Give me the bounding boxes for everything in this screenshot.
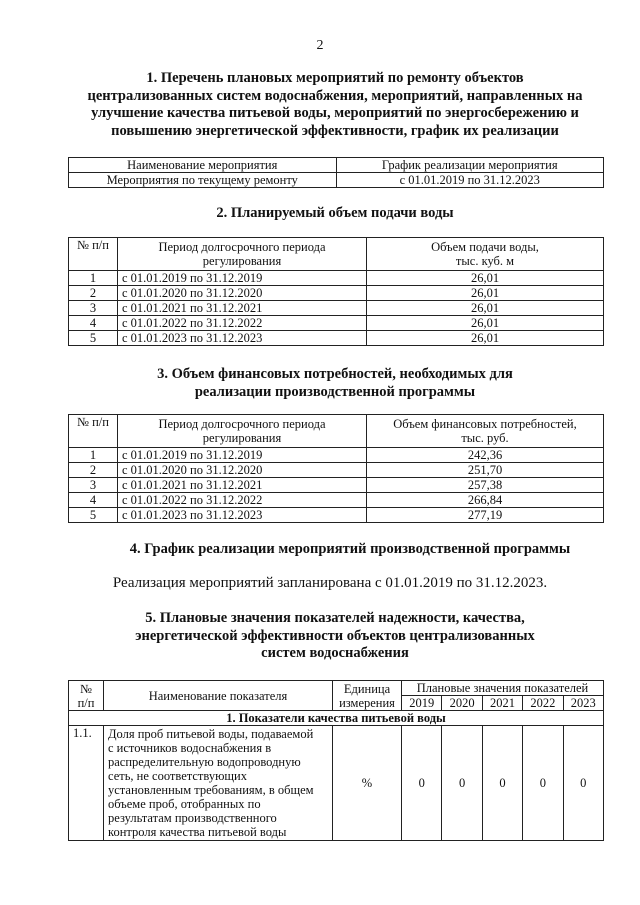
table-cell: с 01.01.2021 по 31.12.2021	[118, 478, 367, 493]
page-number: 2	[316, 38, 324, 53]
table-cell: 0	[442, 726, 482, 841]
column-header: Наименование мероприятия	[69, 158, 337, 173]
table-cell: 266,84	[367, 493, 604, 508]
table-cell: с 01.01.2022 по 31.12.2022	[118, 316, 367, 331]
table-cell: 26,01	[367, 316, 604, 331]
table-cell: 242,36	[367, 448, 604, 463]
column-header: Наименование показателя	[104, 681, 333, 711]
column-header: № п/п	[69, 238, 118, 271]
table-cell: 277,19	[367, 508, 604, 523]
table-cell: с 01.01.2023 по 31.12.2023	[118, 508, 367, 523]
section-1-title	[40, 70, 630, 140]
indicator-name-line: объеме проб, отобранных по	[108, 797, 261, 811]
indicators-table	[68, 680, 604, 841]
section-3-title	[40, 366, 630, 401]
table-cell: с 01.01.2023 по 31.12.2023	[118, 331, 367, 346]
section-1-title-line: 1. Перечень плановых мероприятий по ремонту объектов	[146, 70, 524, 86]
section-4-text: Реализация мероприятий запланирована с 01.01.2019 по 31.12.2023.	[112, 575, 548, 591]
table-row	[69, 271, 604, 286]
table-cell: 257,38	[367, 478, 604, 493]
indicator-name-line: контроля качества питьевой воды	[108, 825, 287, 839]
table-row	[69, 726, 604, 841]
column-header	[118, 415, 367, 448]
section-3-title-line: реализации производственной программы	[194, 383, 476, 400]
header-line: тыс. руб.	[461, 431, 509, 445]
table-cell: с 01.01.2022 по 31.12.2022	[118, 493, 367, 508]
table-cell: 4	[69, 493, 118, 508]
table-cell: 26,01	[367, 301, 604, 316]
table-cell: 1	[69, 271, 118, 286]
header-line: Период долгосрочного периода	[158, 240, 326, 254]
year-header: 2020	[442, 696, 482, 711]
table-cell: 251,70	[367, 463, 604, 478]
indicator-name-line: распределительную водопроводную	[108, 755, 301, 769]
column-header	[69, 681, 104, 711]
section-1-title-line: повышению энергетической эффективности, график их реализации	[111, 122, 559, 139]
header-line: Единица	[343, 681, 391, 696]
header-line: регулирования	[202, 431, 282, 445]
table-cell: 5	[69, 508, 118, 523]
table-cell: 1	[69, 448, 118, 463]
group-row	[69, 711, 604, 726]
table-cell: 3	[69, 301, 118, 316]
section-5-title-line: 5. Плановые значения показателей надежности, качества,	[145, 610, 525, 626]
table-cell: 26,01	[367, 286, 604, 301]
group-title: 1. Показатели качества питьевой воды	[69, 711, 604, 726]
section-1-title-line: централизованных систем водоснабжения, мероприятий, направленных на	[87, 87, 583, 104]
table-cell: 5	[69, 331, 118, 346]
table-cell: 0	[523, 726, 563, 841]
indicator-name-line: результатам производственного	[108, 811, 277, 825]
indicator-name-line: сеть, не соответствующих	[108, 769, 248, 783]
table-row	[69, 508, 604, 523]
table-row	[69, 331, 604, 346]
column-header	[367, 415, 604, 448]
column-header	[367, 238, 604, 271]
table-cell: %	[333, 726, 402, 841]
table-row	[69, 448, 604, 463]
year-header: 2021	[482, 696, 522, 711]
column-header: График реализации мероприятия	[336, 158, 604, 173]
column-header	[118, 238, 367, 271]
table-row	[69, 463, 604, 478]
indicator-name	[104, 726, 333, 841]
table-cell: Мероприятия по текущему ремонту	[69, 173, 337, 188]
table-header-row	[69, 158, 604, 173]
table-cell: 26,01	[367, 331, 604, 346]
section-5-title-line: энергетической эффективности объектов централизованных	[135, 627, 535, 644]
table-row	[69, 173, 604, 188]
table-row	[69, 478, 604, 493]
column-header	[333, 681, 402, 711]
table-row	[69, 493, 604, 508]
year-header: 2023	[563, 696, 604, 711]
section-5-title-line: систем водоснабжения	[261, 645, 409, 661]
table-header-row	[69, 238, 604, 271]
year-header: 2019	[402, 696, 442, 711]
header-line: п/п	[77, 695, 95, 710]
table-cell: 0	[482, 726, 522, 841]
table-cell: 1.1.	[69, 726, 104, 841]
table-cell: с 01.01.2019 по 31.12.2023	[336, 173, 604, 188]
table-cell: 26,01	[367, 271, 604, 286]
table-cell: 0	[563, 726, 604, 841]
table-cell: 0	[402, 726, 442, 841]
table-cell: 2	[69, 286, 118, 301]
header-line: тыс. куб. м	[455, 254, 515, 268]
header-line: Объем подачи воды,	[431, 240, 539, 254]
table-header-row	[69, 415, 604, 448]
header-line: регулирования	[202, 254, 282, 268]
indicator-name-line: установленным требованиям, в общем	[108, 783, 314, 797]
header-line: №	[80, 681, 92, 696]
table-row	[69, 301, 604, 316]
table-cell: с 01.01.2020 по 31.12.2020	[118, 286, 367, 301]
section-5-title	[40, 610, 630, 663]
table-cell: 2	[69, 463, 118, 478]
indicator-name-line: с источников водоснабжения в	[108, 741, 272, 755]
header-line: Объем финансовых потребностей,	[393, 417, 577, 431]
year-header: 2022	[523, 696, 563, 711]
table-cell: с 01.01.2019 по 31.12.2019	[118, 271, 367, 286]
table-cell: 3	[69, 478, 118, 493]
section-4-title: 4. График реализации мероприятий производственной программы	[129, 541, 571, 557]
table-cell: с 01.01.2020 по 31.12.2020	[118, 463, 367, 478]
events-table	[68, 157, 604, 188]
table-header-row	[69, 681, 604, 696]
table-cell: с 01.01.2021 по 31.12.2021	[118, 301, 367, 316]
table-cell: с 01.01.2019 по 31.12.2019	[118, 448, 367, 463]
indicator-name-line: Доля проб питьевой воды, подаваемой	[108, 727, 314, 741]
table-row	[69, 286, 604, 301]
section-2-title: 2. Планируемый объем подачи воды	[216, 205, 454, 221]
header-line: измерения	[339, 695, 395, 710]
header-line: Период долгосрочного периода	[158, 417, 326, 431]
section-3-title-line: 3. Объем финансовых потребностей, необходимых для	[157, 366, 513, 382]
section-1-title-line: улучшение качества питьевой воды, мероприятий по энергосбережению и	[91, 105, 579, 121]
table-row	[69, 316, 604, 331]
financial-needs-table	[68, 414, 604, 523]
column-header: № п/п	[69, 415, 118, 448]
table-cell: 4	[69, 316, 118, 331]
column-header: Плановые значения показателей	[402, 681, 604, 696]
water-volume-table	[68, 237, 604, 346]
